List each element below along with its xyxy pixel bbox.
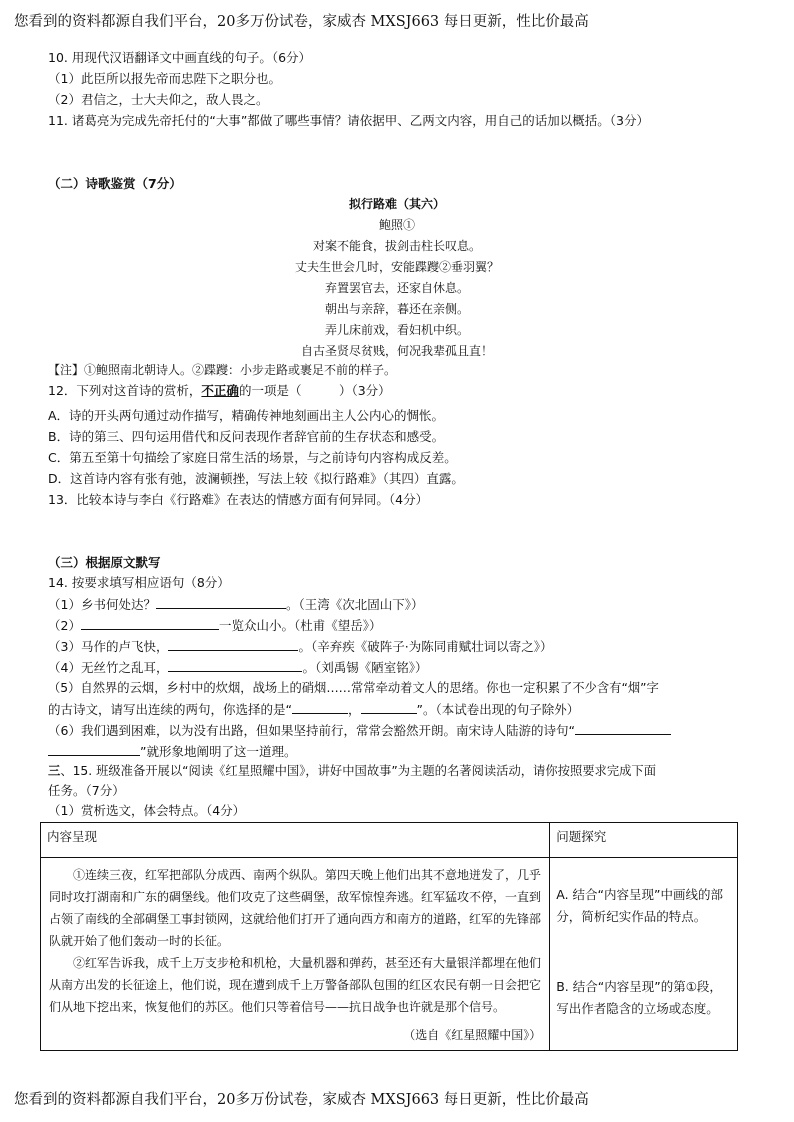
q14-item-6-line-2 bbox=[48, 743, 296, 760]
poem-note: 【注】①鲍照南北朝诗人。②蹀躞：小步走路或裹足不前的样子。 bbox=[48, 363, 397, 377]
q12-emphasis: 不正确 bbox=[201, 383, 239, 398]
q12-option-d: D．这首诗内容有张有弛，波澜顿挫，写法上较《拟行路难》（其四）直露。 bbox=[48, 471, 464, 486]
q12-stem bbox=[48, 383, 391, 399]
bottom-banner: 您看到的资料都源自我们平台，20多万份试卷，家威杏 MXSJ663 每日更新，性比价最高 bbox=[14, 1092, 589, 1108]
q14-item-6-text-a: （6）我们遇到困难，以为没有出路，但如果坚持前行，常常会豁然开朗。南宋诗人陆游的诗句“ bbox=[48, 723, 575, 738]
answer-blank-1[interactable] bbox=[156, 596, 286, 609]
q12-option-a: A．诗的开头两句通过动作描写，精确传神地刻画出主人公内心的惆怅。 bbox=[48, 408, 445, 423]
poem-line-2: 丈夫生世会几时，安能蹀躞②垂羽翼？ bbox=[294, 260, 499, 274]
q14-item-3 bbox=[48, 638, 552, 655]
poem-line-3: 弃置罢官去，还家自休息。 bbox=[324, 281, 469, 295]
q14-item-4-pre: （4）无丝竹之乱耳， bbox=[48, 660, 169, 675]
excerpt-paragraph-2: ②红军告诉我，成千上万支步枪和机枪，大量机器和弹药，甚至还有大量银洋都埋在他们从南方出发的长征途上，他们说，现在遭到成千上万警备部队包围的红区农民有朝一日会把它们从地下挖出来，恢复他们的苏区。他们只等着信号——抗日战争也许就是那个信号。 bbox=[49, 956, 542, 1014]
q14-item-2-pre: （2） bbox=[48, 618, 81, 633]
excerpt-paragraph-1 bbox=[49, 864, 541, 952]
q12-option-b: B．诗的第三、四句运用借代和反问表现作者辞官前的生存状态和感受。 bbox=[48, 429, 445, 444]
answer-blank-6b[interactable] bbox=[48, 743, 140, 756]
inquiry-a: A. 结合“内容呈现”中画线的部分，简析纪实作品的特点。 bbox=[556, 887, 723, 924]
excerpt-source: （选自《红星照耀中国》） bbox=[403, 1028, 542, 1042]
q14-item-6-text-b: ”就形象地阐明了这一道理。 bbox=[140, 744, 297, 759]
table-content-cell bbox=[41, 858, 550, 1051]
excerpt-paragraph-1-b: 红军猛攻不停，一直到占领了南线的全部碉堡工事封锁网，这就给他们打开了通向西方和南方的道路，红军的先锋部队就开始了他们轰动一时的长征。 bbox=[49, 890, 542, 948]
table-inquiry-cell bbox=[550, 858, 738, 1051]
poem-line-6: 自古圣贤尽贫贱，何况我辈孤且直！ bbox=[300, 344, 493, 358]
q14-item-2-post: 一览众山小。（杜甫《望岳》） bbox=[218, 618, 382, 633]
answer-blank-2[interactable] bbox=[81, 617, 219, 630]
q10-stem: 10. 用现代汉语翻译文中画直线的句子。（6分） bbox=[48, 50, 312, 65]
q14-item-5-line-1: （5）自然界的云烟，乡村中的炊烟，战场上的硝烟……常常牵动着文人的思绪。你也一定积累了不少含有“烟”字 bbox=[48, 681, 659, 695]
q14-item-2 bbox=[48, 617, 381, 634]
q12-stem-after: 的一项是（ ）（3分） bbox=[238, 383, 391, 398]
answer-blank-5b[interactable] bbox=[361, 701, 417, 714]
answer-blank-5a[interactable] bbox=[292, 701, 348, 714]
answer-blank-3[interactable] bbox=[168, 638, 298, 651]
inquiry-b: B. 结合“内容呈现”的第①段，写出作者隐含的立场或态度。 bbox=[556, 979, 722, 1016]
q14-item-3-pre: （3）马作的卢飞快， bbox=[48, 639, 169, 654]
answer-blank-4[interactable] bbox=[168, 659, 302, 672]
q14-item-1-pre: （1）乡书何处达？ bbox=[48, 597, 156, 612]
q14-item-6-line-1 bbox=[48, 722, 671, 739]
poem-line-5: 弄儿床前戏，看妇机中织。 bbox=[324, 323, 469, 337]
q15-stem-line-1 bbox=[48, 763, 656, 779]
q14-item-5-text-b: ， bbox=[347, 702, 361, 717]
section2-title: （二）诗歌鉴赏（7分） bbox=[48, 176, 182, 191]
poem-author: 鲍照① bbox=[378, 218, 415, 232]
poem-title: 拟行路难（其六） bbox=[348, 197, 445, 211]
table-header-content: 内容呈现 bbox=[41, 823, 550, 858]
q14-item-5-line-2 bbox=[48, 701, 579, 718]
answer-blank-6a[interactable] bbox=[575, 722, 671, 735]
q15-sub1: （1）赏析选文，体会特点。（4分） bbox=[48, 803, 246, 818]
q14-stem: 14. 按要求填写相应语句（8分） bbox=[48, 575, 230, 590]
part3-heading: 三 bbox=[48, 764, 61, 778]
q12-stem-before: 12．下列对这首诗的赏析， bbox=[48, 383, 202, 398]
q14-item-1 bbox=[48, 596, 423, 613]
q14-item-5-text-a: 的古诗文，请写出连续的两句，你选择的是“ bbox=[48, 702, 292, 717]
table-header-inquiry: 问题探究 bbox=[550, 823, 738, 858]
q14-item-3-post: 。（辛弃疾《破阵子·为陈同甫赋壮词以寄之》） bbox=[298, 639, 553, 654]
q10-sentence-1: （1）此臣所以报先帝而忠陛下之职分也。 bbox=[48, 71, 281, 86]
q14-item-1-post: 。（王湾《次北固山下》） bbox=[285, 597, 424, 612]
section3-title: （三）根据原文默写 bbox=[48, 555, 161, 570]
q15-table bbox=[40, 822, 738, 1051]
poem-line-4: 朝出与亲辞，暮还在亲侧。 bbox=[324, 302, 469, 316]
q12-option-c: C．第五至第十句描绘了家庭日常生活的场景，与之前诗句内容构成反差。 bbox=[48, 450, 457, 465]
q14-item-4 bbox=[48, 659, 427, 676]
q14-item-4-post: 。（刘禹锡《陋室铭》） bbox=[302, 660, 428, 675]
q11-stem: 11. 诸葛亮为完成先帝托付的“大事”都做了哪些事情？请依据甲、乙两文内容，用自己的话加以概括。（3分） bbox=[48, 113, 650, 128]
q15-stem-text: 、15. 班级准备开展以“阅读《红星照耀中国》，讲好中国故事”为主题的名著阅读活动，请你按照要求完成下面 bbox=[60, 764, 657, 778]
excerpt-paragraph-1-a: ①连续三夜，红军把部队分成西、南两个纵队。第四天晚上他们出其不意地迸发了，几乎同时攻打湖南和广东的碉堡线。他们攻克了这些碉堡，敌军惊惶奔逃。 bbox=[49, 868, 542, 904]
q15-stem-line-2: 任务。（7分） bbox=[48, 783, 125, 798]
poem-line-1: 对案不能食，拔剑击柱长叹息。 bbox=[312, 239, 481, 253]
q10-sentence-2: （2）君信之，士大夫仰之，敌人畏之。 bbox=[48, 92, 269, 107]
q14-item-5-text-c: ”。（本试卷出现的句子除外） bbox=[416, 702, 580, 717]
q13-stem: 13．比较本诗与李白《行路难》在表达的情感方面有何异同。（4分） bbox=[48, 492, 429, 507]
top-banner: 您看到的资料都源自我们平台，20多万份试卷，家威杏 MXSJ663 每日更新，性比价最高 bbox=[14, 14, 589, 30]
